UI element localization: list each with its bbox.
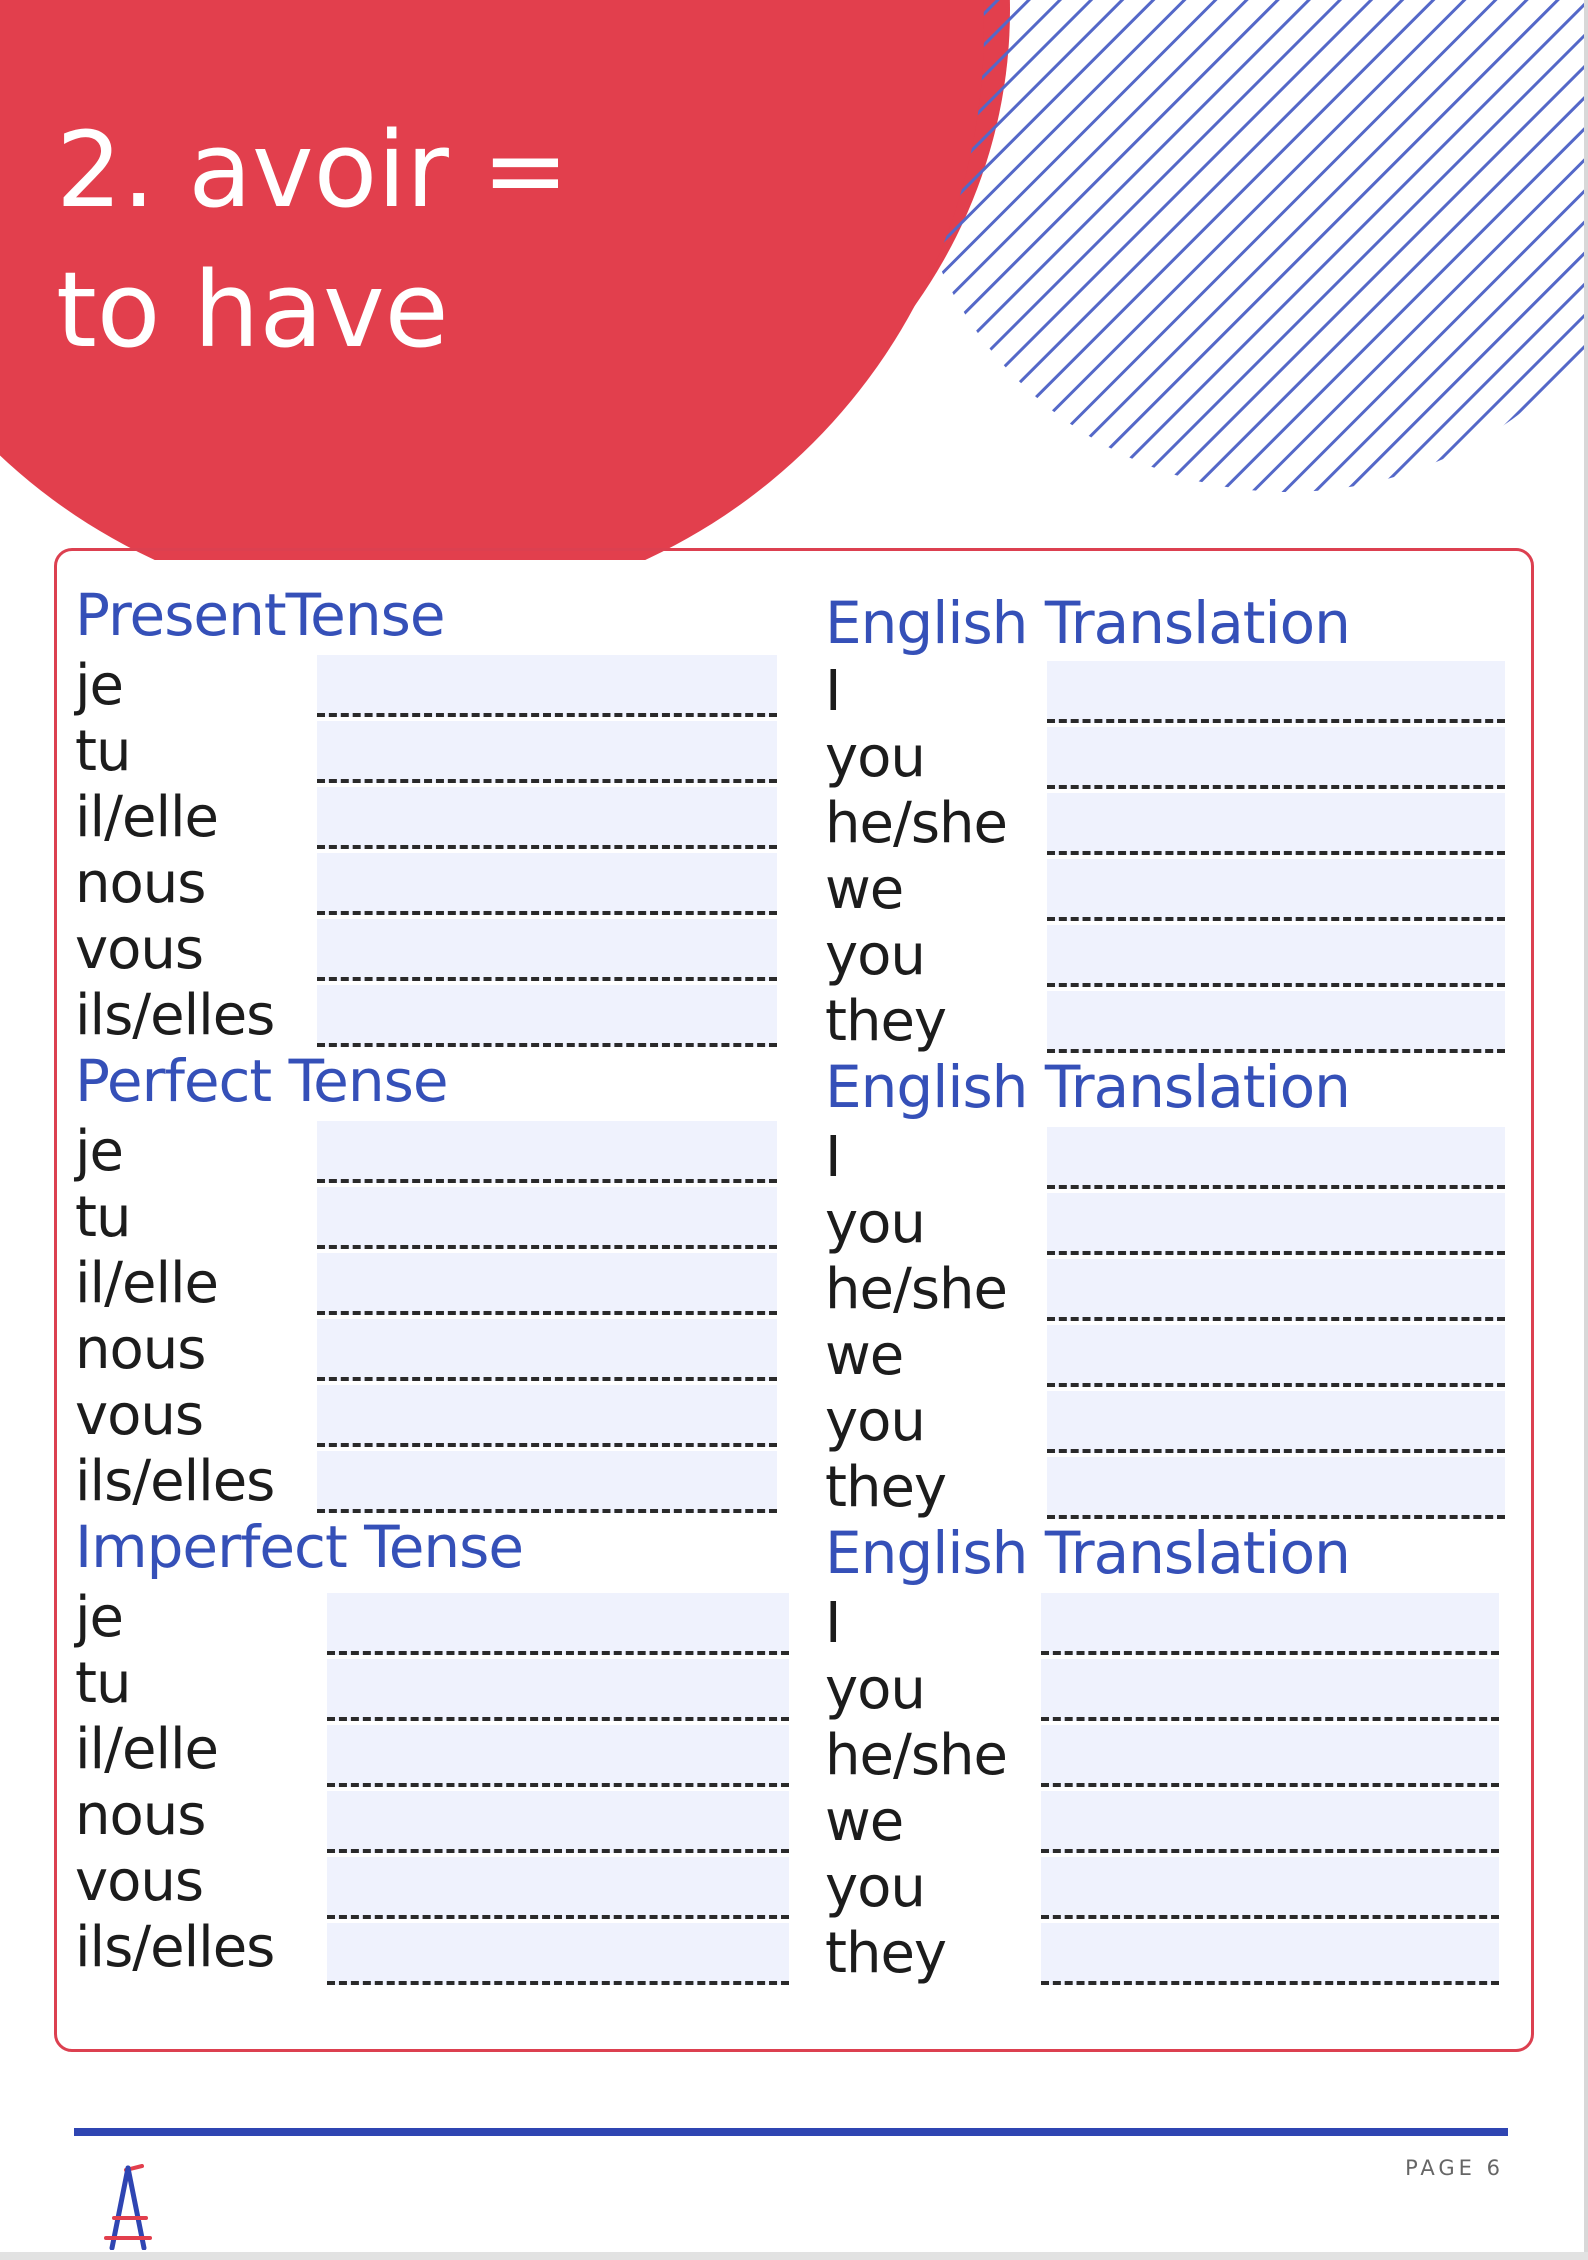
imperfect-pronoun-nous: nous	[75, 1783, 206, 1848]
imperfect-translation-you-plural[interactable]	[1041, 1857, 1499, 1919]
present-tense-heading: PresentTense	[75, 581, 445, 649]
perfect-translation-they[interactable]	[1047, 1457, 1505, 1519]
imperfect-translation-you[interactable]	[1041, 1659, 1499, 1721]
present-translation-you-plural[interactable]	[1047, 925, 1505, 987]
imperfect-pronoun-tu: tu	[75, 1651, 131, 1716]
present-pronoun-il-elle: il/elle	[75, 785, 219, 850]
present-translation-they[interactable]	[1047, 991, 1505, 1053]
eiffel-tower-logo-icon	[104, 2164, 152, 2250]
present-english-they: they	[825, 989, 947, 1054]
present-translation-we[interactable]	[1047, 859, 1505, 921]
perfect-answer-il-elle[interactable]	[317, 1253, 777, 1315]
perfect-english-they: they	[825, 1455, 947, 1520]
imperfect-english-we: we	[825, 1789, 904, 1854]
perfect-answer-je[interactable]	[317, 1121, 777, 1183]
perfect-pronoun-il-elle: il/elle	[75, 1251, 219, 1316]
perfect-translation-he-she[interactable]	[1047, 1259, 1505, 1321]
present-answer-il-elle[interactable]	[317, 787, 777, 849]
imperfect-answer-il-elle[interactable]	[327, 1725, 789, 1787]
imperfect-english-he-she: he/she	[825, 1723, 1007, 1788]
present-answer-nous[interactable]	[317, 853, 777, 915]
present-pronoun-vous: vous	[75, 917, 204, 982]
title-line-1: 2. avoir =	[56, 109, 570, 231]
imperfect-pronoun-vous: vous	[75, 1849, 204, 1914]
perfect-answer-nous[interactable]	[317, 1319, 777, 1381]
present-translation-he-she[interactable]	[1047, 793, 1505, 855]
perfect-translation-we[interactable]	[1047, 1325, 1505, 1387]
perfect-pronoun-ils-elles: ils/elles	[75, 1449, 275, 1514]
imperfect-english-you-plural: you	[825, 1855, 925, 1920]
imperfect-translation-they[interactable]	[1041, 1923, 1499, 1985]
imperfect-pronoun-je: je	[75, 1585, 124, 1650]
present-answer-vous[interactable]	[317, 919, 777, 981]
present-english-i: I	[825, 659, 841, 724]
present-english-heading: English Translation	[825, 589, 1350, 657]
perfect-tense-heading: Perfect Tense	[75, 1047, 448, 1115]
present-english-he-she: he/she	[825, 791, 1007, 856]
present-translation-i[interactable]	[1047, 661, 1505, 723]
perfect-english-heading: English Translation	[825, 1053, 1350, 1121]
perfect-answer-ils-elles[interactable]	[317, 1451, 777, 1513]
page-number: PAGE 6	[1405, 2156, 1504, 2180]
perfect-pronoun-nous: nous	[75, 1317, 206, 1382]
imperfect-english-heading: English Translation	[825, 1519, 1350, 1587]
page-edge-right	[1584, 0, 1588, 2260]
imperfect-answer-tu[interactable]	[327, 1659, 789, 1721]
present-pronoun-je: je	[75, 653, 124, 718]
present-translation-you[interactable]	[1047, 727, 1505, 789]
imperfect-english-you: you	[825, 1657, 925, 1722]
perfect-english-we: we	[825, 1323, 904, 1388]
page-title	[56, 100, 569, 380]
perfect-english-you-plural: you	[825, 1389, 925, 1454]
imperfect-english-they: they	[825, 1921, 947, 1986]
perfect-pronoun-je: je	[75, 1119, 124, 1184]
title-line-2: to have	[56, 249, 449, 371]
perfect-translation-i[interactable]	[1047, 1127, 1505, 1189]
imperfect-pronoun-ils-elles: ils/elles	[75, 1915, 275, 1980]
present-english-you: you	[825, 725, 925, 790]
present-pronoun-tu: tu	[75, 719, 131, 784]
present-pronoun-ils-elles: ils/elles	[75, 983, 275, 1048]
perfect-english-he-she: he/she	[825, 1257, 1007, 1322]
imperfect-translation-we[interactable]	[1041, 1791, 1499, 1853]
imperfect-translation-he-she[interactable]	[1041, 1725, 1499, 1787]
perfect-answer-tu[interactable]	[317, 1187, 777, 1249]
perfect-pronoun-tu: tu	[75, 1185, 131, 1250]
conjugation-worksheet	[54, 548, 1534, 2052]
perfect-english-you: you	[825, 1191, 925, 1256]
present-answer-tu[interactable]	[317, 721, 777, 783]
present-english-you-plural: you	[825, 923, 925, 988]
perfect-english-i: I	[825, 1125, 841, 1190]
imperfect-translation-i[interactable]	[1041, 1593, 1499, 1655]
imperfect-answer-vous[interactable]	[327, 1857, 789, 1919]
perfect-translation-you-plural[interactable]	[1047, 1391, 1505, 1453]
imperfect-tense-heading: Imperfect Tense	[75, 1513, 524, 1581]
page-edge-bottom	[0, 2252, 1588, 2260]
perfect-answer-vous[interactable]	[317, 1385, 777, 1447]
present-answer-ils-elles[interactable]	[317, 985, 777, 1047]
imperfect-answer-ils-elles[interactable]	[327, 1923, 789, 1985]
imperfect-answer-je[interactable]	[327, 1593, 789, 1655]
imperfect-pronoun-il-elle: il/elle	[75, 1717, 219, 1782]
present-english-we: we	[825, 857, 904, 922]
present-pronoun-nous: nous	[75, 851, 206, 916]
footer-rule	[74, 2128, 1508, 2136]
perfect-translation-you[interactable]	[1047, 1193, 1505, 1255]
imperfect-english-i: I	[825, 1591, 841, 1656]
perfect-pronoun-vous: vous	[75, 1383, 204, 1448]
imperfect-answer-nous[interactable]	[327, 1791, 789, 1853]
present-answer-je[interactable]	[317, 655, 777, 717]
